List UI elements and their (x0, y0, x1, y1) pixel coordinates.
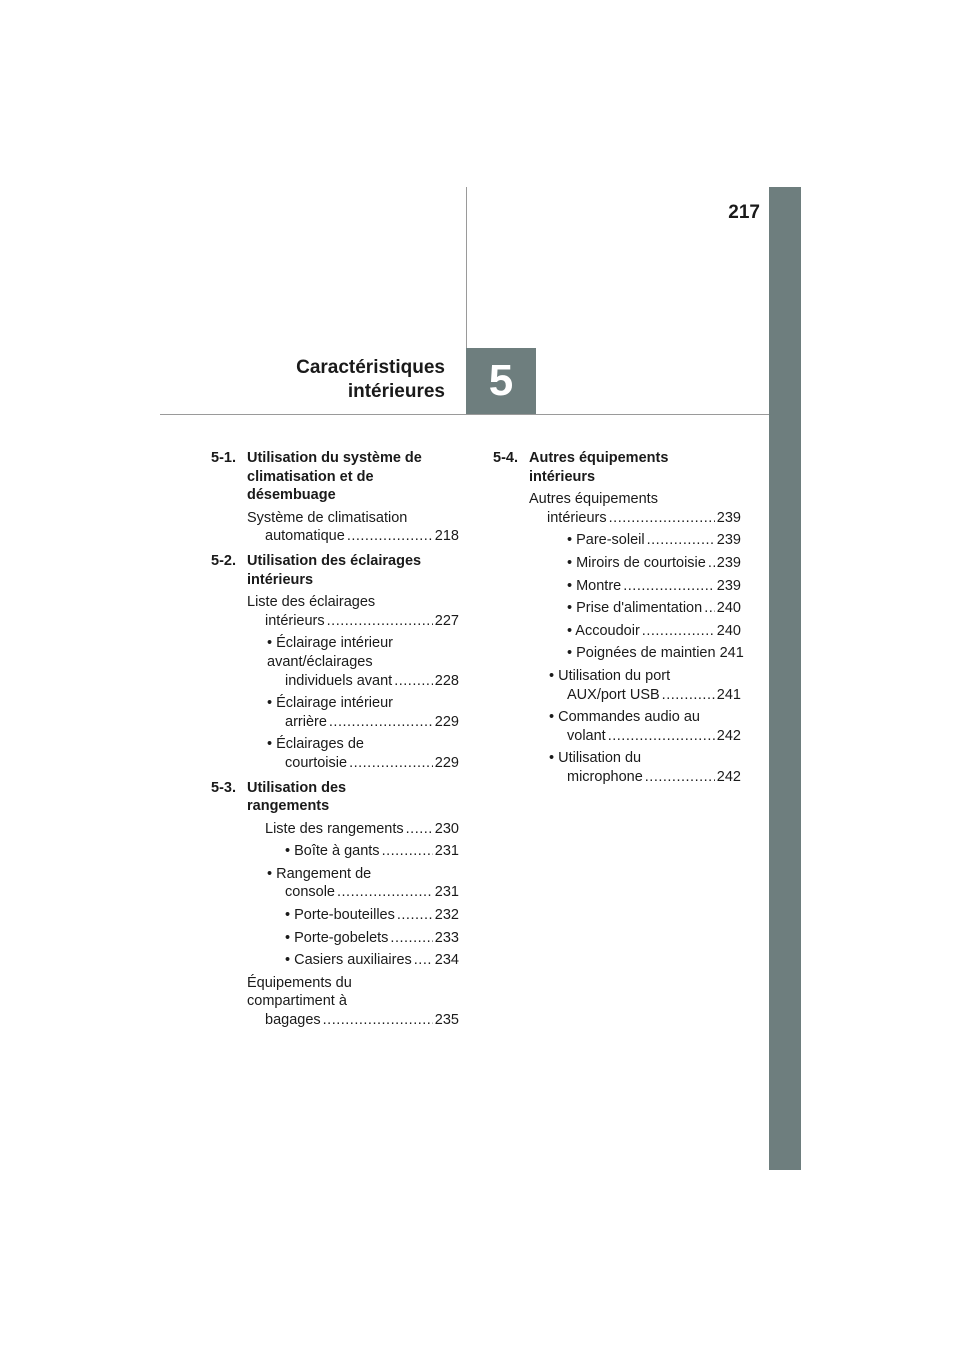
toc-entry-text: • Pare-soleil (567, 532, 645, 549)
dot-leader (642, 622, 715, 641)
toc-page-number: 239 (716, 509, 741, 526)
toc-entry-last-line (567, 622, 741, 641)
toc-entry-text: individuels avant (285, 672, 393, 689)
dot-leader (394, 672, 433, 691)
section-heading (493, 449, 741, 486)
page-number: 217 (728, 202, 760, 223)
section-title-line: Utilisation des éclairages (247, 552, 422, 569)
dot-leader (347, 527, 433, 546)
toc-entry[interactable] (247, 694, 459, 731)
toc-entry-line: • Utilisation du port (549, 667, 671, 684)
toc-entry[interactable] (247, 906, 459, 925)
toc-page-number: 229 (434, 754, 459, 771)
toc-entry-last-line (567, 599, 741, 618)
dot-leader (406, 820, 433, 839)
toc-entry-last-line (285, 951, 459, 970)
dot-leader (337, 883, 433, 902)
toc-entry[interactable] (247, 820, 459, 839)
toc-column-left (211, 449, 459, 1036)
horizontal-divider (160, 414, 769, 415)
toc-entry-text: intérieurs (547, 509, 607, 526)
toc-entry-text: • Porte-bouteilles (285, 907, 395, 924)
dot-leader (623, 577, 715, 596)
dot-leader (704, 599, 715, 618)
toc-page-number: 231 (434, 843, 459, 860)
toc-entry-line: • Éclairage intérieur (267, 695, 393, 712)
dot-leader (662, 686, 715, 705)
chapter-title-line-1: Caractéristiques (296, 357, 445, 378)
toc-page-number: 239 (716, 577, 741, 594)
toc-page-number: 241 (719, 645, 744, 662)
toc-page-number: 242 (716, 727, 741, 744)
section-title (247, 449, 459, 505)
toc-page-number: 230 (434, 820, 459, 837)
section-title-line: climatisation et de (247, 468, 374, 485)
toc-page-number: 235 (434, 1012, 459, 1029)
toc-entry-line: Liste des éclairages (247, 594, 376, 611)
toc-entry-last-line (265, 1011, 459, 1030)
toc-entry-last-line (285, 842, 459, 861)
chapter-title (240, 356, 445, 404)
toc-page-number: 240 (716, 622, 741, 639)
toc-entry-line: • Éclairage intérieur (267, 635, 393, 652)
toc-entry-text: • Prise d'alimentation (567, 600, 703, 617)
toc-entry-text: automatique (265, 528, 345, 545)
toc-entry[interactable] (247, 842, 459, 861)
toc-entry[interactable] (247, 865, 459, 902)
toc-page-number: 239 (716, 532, 741, 549)
toc-entry-last-line (285, 713, 459, 732)
toc-entry-text: • Montre (567, 577, 622, 594)
dot-leader (397, 906, 433, 925)
toc-page-number: 228 (434, 672, 459, 689)
toc-section (493, 449, 744, 787)
section-title (247, 552, 459, 589)
toc-entry-last-line (285, 929, 459, 948)
toc-entry-line: Système de climatisation (247, 509, 408, 526)
toc-entry[interactable] (529, 577, 741, 596)
toc-entry-text: • Accoudoir (567, 622, 640, 639)
toc-page-number: 227 (434, 612, 459, 629)
toc-entry[interactable] (529, 622, 741, 641)
toc-entry-line: Équipements du (247, 974, 352, 991)
toc-page-number: 240 (716, 600, 741, 617)
dot-leader (647, 531, 715, 550)
toc-entry-text: • Miroirs de courtoisie (567, 554, 706, 571)
toc-page-number: 233 (434, 929, 459, 946)
toc-entry[interactable] (247, 951, 459, 970)
toc-entry-last-line (567, 531, 741, 550)
toc-entry[interactable] (529, 599, 741, 618)
toc-entry[interactable] (247, 593, 459, 630)
toc-entry[interactable] (529, 554, 741, 573)
section-heading (211, 779, 459, 816)
chapter-side-tab (769, 187, 801, 1170)
toc-entry-text: console (285, 884, 335, 901)
section-title-line: rangements (247, 798, 330, 815)
section-title (247, 779, 459, 816)
toc-entry[interactable] (529, 708, 741, 745)
dot-leader (329, 713, 433, 732)
dot-leader (708, 554, 715, 573)
toc-entry-last-line (547, 509, 741, 528)
toc-entry-text: AUX/port USB (567, 686, 660, 703)
toc-entry[interactable] (529, 644, 744, 663)
toc-page-number: 234 (434, 952, 459, 969)
dot-leader (608, 727, 715, 746)
section-number: 5-3. (211, 779, 236, 796)
toc-entry-line: • Rangement de (267, 865, 372, 882)
dot-leader (390, 929, 432, 948)
toc-page-number: 231 (434, 884, 459, 901)
toc-entry-last-line (567, 554, 741, 573)
toc-entry-last-line (567, 577, 741, 596)
dot-leader (382, 842, 433, 861)
toc-entry-line: avant/éclairages (267, 653, 373, 670)
toc-entry-text: intérieurs (265, 612, 325, 629)
section-title-line: Utilisation du système de (247, 450, 422, 466)
section-title-line: Autres équipements (529, 450, 669, 466)
toc-entry-text: • Casiers auxiliaires (285, 952, 412, 969)
toc-entry-text: volant (567, 727, 606, 744)
toc-page-number: 218 (434, 528, 459, 545)
toc-entry-line: • Commandes audio au (549, 709, 700, 726)
toc-section (211, 552, 459, 773)
section-number: 5-1. (211, 450, 236, 466)
dot-leader (349, 754, 433, 773)
toc-entry-last-line (285, 754, 459, 773)
toc-section (211, 779, 459, 1030)
toc-entry-text: bagages (265, 1012, 321, 1029)
section-heading (211, 552, 459, 589)
toc-entry-last-line (567, 727, 741, 746)
chapter-title-line-2: intérieures (347, 381, 445, 402)
toc-entry[interactable] (529, 667, 741, 704)
toc-entry-text: • Boîte à gants (285, 843, 380, 860)
toc-entry-text: Liste des rangements (265, 820, 404, 837)
toc-entry-text: • Porte-gobelets (285, 929, 389, 946)
toc-entry-text: courtoisie (285, 754, 348, 771)
toc-entry[interactable] (247, 974, 459, 1030)
toc-page-number: 229 (434, 713, 459, 730)
toc-entry-last-line (285, 883, 459, 902)
toc-entry-text: microphone (567, 768, 643, 785)
toc-entry[interactable] (529, 749, 741, 786)
section-title-line: intérieurs (247, 571, 314, 588)
toc-page-number: 239 (716, 554, 741, 571)
toc-entry-line: • Éclairages de (267, 736, 364, 753)
section-title-line: désembuage (247, 487, 336, 504)
toc-entry-line: • Utilisation du (549, 750, 642, 767)
dot-leader (414, 951, 433, 970)
toc-entry-last-line (285, 906, 459, 925)
toc-entry-last-line (567, 644, 744, 663)
dot-leader (609, 509, 715, 528)
dot-leader (327, 612, 433, 631)
section-number: 5-2. (211, 552, 236, 569)
toc-entry-last-line (285, 672, 459, 691)
dot-leader (323, 1011, 433, 1030)
toc-entry[interactable] (247, 509, 459, 546)
dot-leader (645, 768, 715, 787)
toc-page-number: 242 (716, 768, 741, 785)
section-title-line: Utilisation des (247, 779, 347, 796)
toc-entry[interactable] (247, 735, 459, 772)
chapter-number-box: 5 (466, 348, 536, 414)
toc-entry-last-line (567, 686, 741, 705)
toc-section (211, 449, 459, 546)
toc-entry[interactable] (529, 490, 741, 527)
section-title-line: intérieurs (529, 468, 596, 485)
section-title (529, 449, 741, 486)
toc-entry[interactable] (247, 634, 459, 690)
section-heading (211, 449, 459, 505)
toc-entry-text: arrière (285, 713, 327, 730)
toc-page-number: 241 (716, 686, 741, 703)
section-number: 5-4. (493, 450, 518, 466)
toc-entry[interactable] (529, 531, 741, 550)
toc-entry[interactable] (247, 929, 459, 948)
toc-entry-last-line (567, 768, 741, 787)
toc-entry-text: • Poignées de maintien (567, 645, 716, 662)
toc-page-number: 232 (434, 907, 459, 924)
toc-entry-last-line (265, 612, 459, 631)
toc-entry-line: compartiment à (247, 993, 347, 1010)
toc-entry-last-line (265, 527, 459, 546)
toc-column-right (493, 449, 744, 793)
toc-entry-last-line (265, 820, 459, 839)
toc-entry-line: Autres équipements (529, 491, 658, 508)
